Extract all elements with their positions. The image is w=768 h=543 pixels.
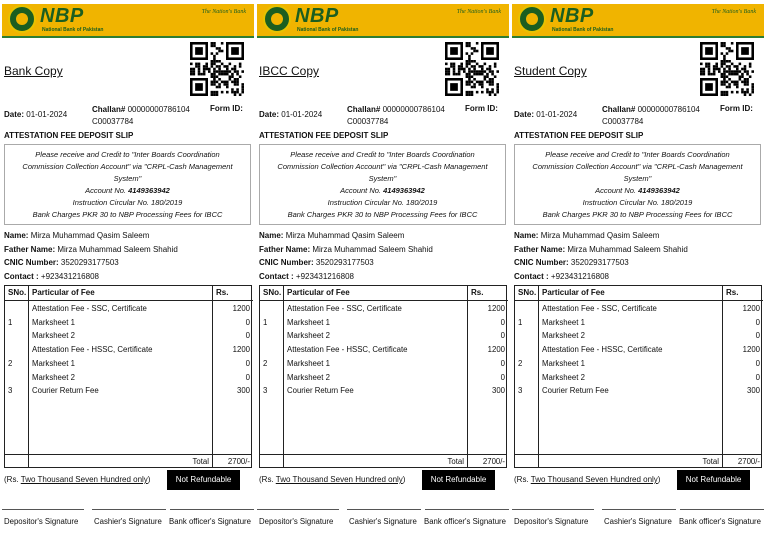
bank-name: NBP xyxy=(295,5,339,27)
copy-label: Bank Copy xyxy=(4,64,63,78)
row-sno: 2 xyxy=(518,358,523,368)
row-particular: Attestation Fee - SSC, Certificate xyxy=(287,304,402,313)
total-label: Total xyxy=(702,457,719,466)
row-amount: 1200 xyxy=(232,345,250,355)
slip-date: Date: 01-01-2024 xyxy=(514,110,578,119)
bank-header xyxy=(257,4,509,38)
col-header-sno: SNo. xyxy=(8,286,26,301)
form-id: Form ID: xyxy=(465,104,498,113)
row-amount: 0 xyxy=(500,372,505,382)
total-row xyxy=(515,454,761,469)
copy-label: Student Copy xyxy=(514,64,587,78)
deposit-slip xyxy=(512,0,764,543)
fee-table xyxy=(514,285,762,468)
signature-line xyxy=(92,509,166,510)
row-amount: 0 xyxy=(500,358,505,368)
row-particular: Courier Return Fee xyxy=(287,386,354,396)
row-particular: Attestation Fee - HSSC, Certificate xyxy=(32,345,153,355)
amount-in-words: (Rs. Two Thousand Seven Hundred only) xyxy=(514,475,661,484)
header-divider xyxy=(260,300,506,301)
row-particular: Courier Return Fee xyxy=(32,386,99,396)
row-sno: 3 xyxy=(263,386,268,396)
slip-date: Date: 01-01-2024 xyxy=(259,110,323,119)
total-label: Total xyxy=(192,457,209,466)
row-sno: 2 xyxy=(263,358,268,368)
col-header-rs: Rs. xyxy=(469,286,508,301)
total-row xyxy=(260,454,506,469)
row-amount: 0 xyxy=(245,331,250,341)
depositor-signature-label: Depositor's Signature xyxy=(259,517,334,526)
row-amount: 0 xyxy=(755,372,760,382)
contact-row: Contact : +923431216808 xyxy=(4,272,99,281)
row-particular: Attestation Fee - HSSC, Certificate xyxy=(542,345,663,355)
bank-tagline: The Nation's Bank xyxy=(456,9,501,15)
col-header-particular: Particular of Fee xyxy=(30,286,214,301)
qr-code-icon xyxy=(445,42,499,96)
row-particular: Marksheet 1 xyxy=(287,317,330,327)
row-particular: Marksheet 2 xyxy=(542,372,585,382)
cashier-signature-label: Cashier's Signature xyxy=(94,517,162,526)
amount-in-words: (Rs. Two Thousand Seven Hundred only) xyxy=(4,475,151,484)
column-divider xyxy=(722,286,723,468)
row-amount: 0 xyxy=(245,358,250,368)
row-amount: 0 xyxy=(500,317,505,327)
header-divider xyxy=(515,300,761,301)
row-sno: 3 xyxy=(8,386,13,396)
row-amount: 300 xyxy=(236,386,250,396)
deposit-slip xyxy=(2,0,254,543)
depositor-signature-label: Depositor's Signature xyxy=(514,517,589,526)
not-refundable-badge: Not Refundable xyxy=(167,470,240,490)
bank-header xyxy=(512,4,764,38)
nbp-logo-icon xyxy=(518,5,546,33)
total-amount: 2700/- xyxy=(737,457,760,466)
col-header-particular: Particular of Fee xyxy=(540,286,724,301)
fee-table xyxy=(259,285,507,468)
column-divider xyxy=(467,286,468,468)
row-sno: 3 xyxy=(518,386,523,396)
bank-officer-signature-label: Bank officer's Signature xyxy=(679,517,761,526)
account-number: 4149363942 xyxy=(638,186,680,195)
signature-line xyxy=(425,509,509,510)
row-particular: Marksheet 2 xyxy=(32,372,75,382)
row-particular: Attestation Fee - SSC, Certificate xyxy=(32,304,147,313)
row-amount: 0 xyxy=(245,317,250,327)
col-header-rs: Rs. xyxy=(724,286,763,301)
bank-header xyxy=(2,4,254,38)
contact-row: Contact : +923431216808 xyxy=(514,272,609,281)
signature-line xyxy=(347,509,421,510)
row-amount: 0 xyxy=(500,331,505,341)
row-particular: Marksheet 1 xyxy=(542,358,585,368)
bank-officer-signature-label: Bank officer's Signature xyxy=(424,517,506,526)
bank-officer-signature-label: Bank officer's Signature xyxy=(169,517,251,526)
slip-title: ATTESTATION FEE DEPOSIT SLIP xyxy=(4,131,134,140)
row-amount: 300 xyxy=(746,386,760,396)
bank-name: NBP xyxy=(550,5,594,27)
bank-subtitle: National Bank of Pakistan xyxy=(552,27,614,33)
nbp-logo-icon xyxy=(263,5,291,33)
col-header-sno: SNo. xyxy=(518,286,536,301)
row-sno: 1 xyxy=(8,317,13,327)
amount-in-words: (Rs. Two Thousand Seven Hundred only) xyxy=(259,475,406,484)
row-amount: 1200 xyxy=(232,304,250,313)
signature-line xyxy=(680,509,764,510)
header-divider xyxy=(5,300,251,301)
challan-number: Challan# 00000000786104 C00037784 xyxy=(92,105,190,126)
column-divider xyxy=(212,286,213,468)
total-label: Total xyxy=(447,457,464,466)
row-particular: Courier Return Fee xyxy=(542,386,609,396)
cashier-signature-label: Cashier's Signature xyxy=(349,517,417,526)
not-refundable-badge: Not Refundable xyxy=(677,470,750,490)
col-header-sno: SNo. xyxy=(263,286,281,301)
col-header-rs: Rs. xyxy=(214,286,253,301)
row-amount: 300 xyxy=(491,386,505,396)
not-refundable-badge: Not Refundable xyxy=(422,470,495,490)
row-amount: 0 xyxy=(245,372,250,382)
depositor-signature-label: Depositor's Signature xyxy=(4,517,79,526)
row-particular: Attestation Fee - HSSC, Certificate xyxy=(287,345,408,355)
nbp-logo-icon xyxy=(8,5,36,33)
row-amount: 0 xyxy=(755,331,760,341)
row-sno: 2 xyxy=(8,358,13,368)
name-row: Name: Mirza Muhammad Qasim Saleem xyxy=(514,231,660,240)
total-amount: 2700/- xyxy=(227,457,250,466)
signature-line xyxy=(257,509,339,510)
row-particular: Marksheet 1 xyxy=(32,358,75,368)
row-particular: Marksheet 2 xyxy=(32,331,75,341)
bank-name: NBP xyxy=(40,5,84,27)
cnic-row: CNIC Number: 3520293177503 xyxy=(259,258,374,267)
column-divider xyxy=(538,286,539,468)
bank-tagline: The Nation's Bank xyxy=(711,9,756,15)
bank-subtitle: National Bank of Pakistan xyxy=(297,27,359,33)
challan-number: Challan# 00000000786104 C00037784 xyxy=(602,105,700,126)
row-particular: Marksheet 1 xyxy=(542,317,585,327)
name-row: Name: Mirza Muhammad Qasim Saleem xyxy=(259,231,405,240)
credit-notice: Please receive and Credit to "Inter Boards Coordination Commission Collection Account" via "CRPL-Cash Management System" Account No. 4149363942 Instruction Circular No. 180/2019 Bank Charges PKR 30 to NBP Processing Fees for IBCC xyxy=(259,144,506,225)
father-name-row: Father Name: Mirza Muhammad Saleem Shahid xyxy=(4,245,178,254)
row-amount: 1200 xyxy=(742,304,760,313)
column-divider xyxy=(28,286,29,468)
bank-subtitle: National Bank of Pakistan xyxy=(42,27,104,33)
row-sno: 1 xyxy=(518,317,523,327)
copy-label: IBCC Copy xyxy=(259,64,320,78)
row-amount: 1200 xyxy=(487,304,505,313)
deposit-slip xyxy=(257,0,509,543)
row-particular: Attestation Fee - SSC, Certificate xyxy=(542,304,657,313)
col-header-particular: Particular of Fee xyxy=(285,286,469,301)
row-amount: 0 xyxy=(755,358,760,368)
credit-notice: Please receive and Credit to "Inter Boards Coordination Commission Collection Account" via "CRPL-Cash Management System" Account No. 4149363942 Instruction Circular No. 180/2019 Bank Charges PKR 30 to NBP Processing Fees for IBCC xyxy=(4,144,251,225)
cashier-signature-label: Cashier's Signature xyxy=(604,517,672,526)
row-particular: Marksheet 2 xyxy=(542,331,585,341)
signature-line xyxy=(602,509,676,510)
row-particular: Marksheet 2 xyxy=(287,331,330,341)
father-name-row: Father Name: Mirza Muhammad Saleem Shahid xyxy=(259,245,433,254)
row-particular: Marksheet 1 xyxy=(32,317,75,327)
form-id: Form ID: xyxy=(720,104,753,113)
slip-title: ATTESTATION FEE DEPOSIT SLIP xyxy=(259,131,389,140)
bank-tagline: The Nation's Bank xyxy=(201,9,246,15)
credit-notice: Please receive and Credit to "Inter Boards Coordination Commission Collection Account" via "CRPL-Cash Management System" Account No. 4149363942 Instruction Circular No. 180/2019 Bank Charges PKR 30 to NBP Processing Fees for IBCC xyxy=(514,144,761,225)
signature-line xyxy=(512,509,594,510)
row-amount: 1200 xyxy=(742,345,760,355)
cnic-row: CNIC Number: 3520293177503 xyxy=(4,258,119,267)
qr-code-icon xyxy=(700,42,754,96)
account-number: 4149363942 xyxy=(128,186,170,195)
form-id: Form ID: xyxy=(210,104,243,113)
row-amount: 1200 xyxy=(487,345,505,355)
total-row xyxy=(5,454,251,469)
challan-number: Challan# 00000000786104 C00037784 xyxy=(347,105,445,126)
fee-table xyxy=(4,285,252,468)
contact-row: Contact : +923431216808 xyxy=(259,272,354,281)
qr-code-icon xyxy=(190,42,244,96)
cnic-row: CNIC Number: 3520293177503 xyxy=(514,258,629,267)
name-row: Name: Mirza Muhammad Qasim Saleem xyxy=(4,231,150,240)
column-divider xyxy=(283,286,284,468)
signature-line xyxy=(170,509,254,510)
row-amount: 0 xyxy=(755,317,760,327)
signature-line xyxy=(2,509,84,510)
row-particular: Marksheet 2 xyxy=(287,372,330,382)
slip-title: ATTESTATION FEE DEPOSIT SLIP xyxy=(514,131,644,140)
row-sno: 1 xyxy=(263,317,268,327)
father-name-row: Father Name: Mirza Muhammad Saleem Shahid xyxy=(514,245,688,254)
row-particular: Marksheet 1 xyxy=(287,358,330,368)
account-number: 4149363942 xyxy=(383,186,425,195)
slip-date: Date: 01-01-2024 xyxy=(4,110,68,119)
total-amount: 2700/- xyxy=(482,457,505,466)
